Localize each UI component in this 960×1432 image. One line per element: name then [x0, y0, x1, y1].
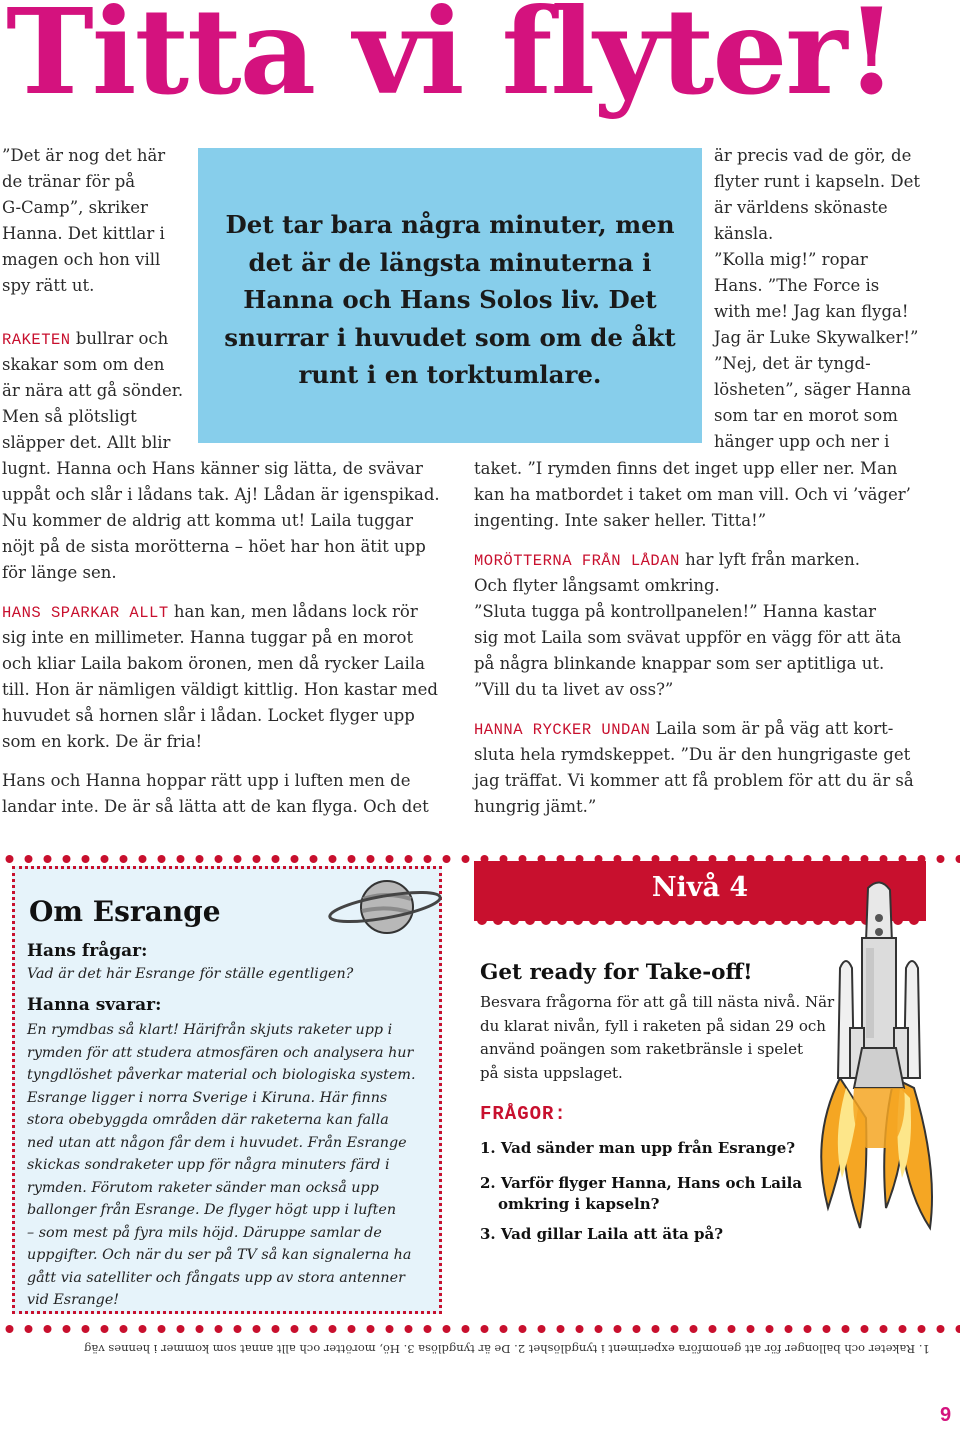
col2-line: är precis vad de gör, de: [714, 146, 912, 165]
divider-dot: [44, 855, 52, 863]
col2-line: som tar en morot som: [714, 406, 898, 425]
col1-paragraph-line: lugnt. Hanna och Hans känner sig lätta, de svävar: [2, 459, 423, 478]
divider-dot: [728, 1325, 736, 1333]
hanna-answer-line: rymden för att studera atmosfären och analysera hur: [27, 1044, 414, 1061]
esrange-title: Om Esrange: [29, 895, 221, 928]
divider-dot: [462, 1325, 470, 1333]
divider-dot: [6, 1325, 14, 1333]
divider-dot: [481, 1325, 489, 1333]
lead-caps: HANNA RYCKER UNDAN: [474, 721, 651, 739]
col2-line: Hans. ”The Force is: [714, 276, 880, 295]
question-3: 3. Vad gillar Laila att äta på?: [480, 1225, 723, 1243]
divider-dot: [525, 920, 535, 925]
col1-paragraph-line: skakar som om den: [2, 355, 165, 374]
divider-dot: [709, 1325, 717, 1333]
divider-dot: [291, 1325, 299, 1333]
divider-dot: [196, 855, 204, 863]
divider-dot: [899, 1325, 907, 1333]
col2-wide-line: ingenting. Inte saker heller. Titta!”: [474, 511, 767, 530]
divider-dot: [443, 855, 451, 863]
col1-paragraph-line: är nära att gå sönder.: [2, 381, 184, 400]
divider-dot: [177, 855, 185, 863]
divider-dot: [443, 1325, 451, 1333]
divider-dot: [519, 1325, 527, 1333]
lead-caps: HANS SPARKAR ALLT: [2, 604, 169, 622]
divider-dot: [937, 1325, 945, 1333]
hanna-answer-line: Esrange ligger i norra Sverige i Kiruna. Här finns: [27, 1089, 388, 1106]
col2-line: är världens skönaste: [714, 198, 888, 217]
col2-line: with me! Jag kan flyga!: [714, 302, 909, 321]
question-2: 2. Varför flyger Hanna, Hans och Laila: [480, 1174, 803, 1192]
divider-dot: [765, 920, 775, 925]
divider-dot: [405, 1325, 413, 1333]
divider-dot: [348, 855, 356, 863]
divider-dot: [253, 1325, 261, 1333]
hanna-answer-line: – som mest på fyra mils höjd. Däruppe samlar de: [27, 1224, 382, 1241]
page-number: 9: [940, 1404, 952, 1426]
divider-dot: [348, 1325, 356, 1333]
col1-paragraph-line: till. Hon är nämligen väldigt kittlig. Hon kastar med: [2, 680, 438, 699]
col1-line: G-Camp”, skriker: [2, 198, 148, 217]
divider-dot: [310, 855, 318, 863]
divider-dot: [690, 1325, 698, 1333]
col1-line: spy rätt ut.: [2, 276, 95, 295]
divider-dot: [82, 1325, 90, 1333]
divider-dot: [956, 855, 960, 863]
hanna-answer-line: uppgifter. Och när du ser på TV så kan signalerna ha: [27, 1247, 412, 1263]
col1-line: Hanna. Det kittlar i: [2, 224, 165, 243]
divider-dot: [573, 920, 583, 925]
divider-dot: [861, 1325, 869, 1333]
col1-paragraph-line: släpper det. Allt blir: [2, 433, 171, 452]
col2-line: ”Nej, det är tyngd-: [714, 354, 871, 373]
level-label: Nivå 4: [651, 872, 749, 903]
divider-dot: [101, 1325, 109, 1333]
hanna-answer-line: ned utan att någon får dem i huvudet. Från Esrange: [27, 1134, 407, 1151]
divider-dot: [291, 855, 299, 863]
divider-dot: [701, 920, 711, 925]
divider-dot: [614, 1325, 622, 1333]
divider-dot: [589, 920, 599, 925]
col1-paragraph-line: landar inte. De är så lätta att de kan flyga. Och det: [2, 797, 429, 816]
col1-paragraph-line: uppåt och slår i lådans tak. Aj! Lådan är igenspikad.: [2, 485, 440, 504]
divider-dot: [652, 1325, 660, 1333]
divider-dot: [386, 855, 394, 863]
col1-line: de tränar för på: [2, 172, 136, 191]
upside-down-answers: 1. Raketer och ballonger för att genomföra experiment i tyngdlöshet 2. De är tyngdlösa 3. Hö, morötter och allt annat som kommer i hennes väg: [84, 1342, 930, 1356]
col1-line: magen och hon vill: [2, 250, 161, 269]
divider-dot: [937, 855, 945, 863]
divider-dot: [405, 855, 413, 863]
divider-dot: [918, 1325, 926, 1333]
hanna-answer-line: stora obebyggda områden där raketerna kan falla: [27, 1112, 389, 1128]
col1-paragraph-line: RAKETEN bullrar och: [2, 329, 169, 349]
col2-paragraph-line: på några blinkande knappar som ser aptitliga ut.: [474, 654, 885, 673]
col2-paragraph-line: ”Vill du ta livet av oss?”: [474, 680, 674, 699]
hanna-answer-line: skickas sondraketer upp för några minuters färd i: [27, 1157, 390, 1173]
divider-dot: [493, 920, 503, 925]
col1-paragraph-line: för länge sen.: [2, 563, 117, 582]
quiz-intro-line: på sista uppslaget.: [480, 1063, 623, 1082]
hanna-answer-line: ballonger från Esrange. De flyger högt upp i luften: [27, 1202, 397, 1218]
col1-line: ”Det är nog det här: [2, 146, 166, 165]
divider-dot: [823, 1325, 831, 1333]
hanna-answer-line: tyngdlöshet påverkar material och biologiska system.: [27, 1067, 416, 1083]
divider-dot: [880, 1325, 888, 1333]
divider-dot: [424, 855, 432, 863]
divider-dot: [234, 855, 242, 863]
col2-paragraph-line: hungrig jämt.”: [474, 797, 597, 816]
col1-paragraph-line: Nu kommer de aldrig att komma ut! Laila tuggar: [2, 511, 413, 530]
col1-paragraph-line: Men så plötsligt: [2, 407, 137, 426]
divider-dot: [733, 920, 743, 925]
divider-dot: [804, 1325, 812, 1333]
divider-dot: [177, 1325, 185, 1333]
hanna-answer-line: vid Esrange!: [27, 1292, 120, 1308]
divider-dot: [63, 855, 71, 863]
question-2-cont: omkring i kapseln?: [498, 1195, 660, 1213]
divider-dot: [82, 855, 90, 863]
col2-line: hänger upp och ner i: [714, 432, 890, 451]
quiz-heading: Get ready for Take-off!: [480, 960, 753, 985]
divider-dot: [685, 920, 695, 925]
divider-dot: [215, 855, 223, 863]
col2-line: flyter runt i kapseln. Det: [714, 172, 921, 191]
divider-dot: [120, 1325, 128, 1333]
hanna-answer-line: gått via satelliter och fångats upp av stora antenner: [27, 1269, 405, 1286]
lead-caps: RAKETEN: [2, 331, 71, 349]
col2-paragraph-line: HANNA RYCKER UNDAN Laila som är på väg att kort-: [474, 719, 894, 739]
divider-dot: [63, 1325, 71, 1333]
divider-dot: [538, 1325, 546, 1333]
divider-dot: [120, 855, 128, 863]
divider-dot: [557, 1325, 565, 1333]
divider-dot: [25, 855, 33, 863]
divider-dot: [367, 855, 375, 863]
hanna-answers-label: Hanna svarar:: [27, 995, 162, 1015]
quiz-intro-line: du klarat nivån, fyll i raketen på sidan 29 och: [480, 1016, 826, 1035]
divider-dot: [766, 1325, 774, 1333]
divider-dot: [44, 1325, 52, 1333]
saturn-planet-icon: [325, 865, 445, 945]
questions-label: FRÅGOR:: [480, 1103, 567, 1125]
divider-dot: [576, 1325, 584, 1333]
divider-dot: [541, 920, 551, 925]
divider-dot: [669, 920, 679, 925]
divider-dot: [797, 920, 807, 925]
dotted-divider-bottom: [0, 1324, 960, 1334]
question-1: 1. Vad sänder man upp från Esrange?: [480, 1139, 796, 1157]
divider-dot: [386, 1325, 394, 1333]
col1-paragraph-line: Hans och Hanna hoppar rätt upp i luften men de: [2, 771, 411, 790]
divider-dot: [509, 920, 519, 925]
col2-paragraph-line: sig mot Laila som svävat uppför en vägg för att äta: [474, 628, 902, 647]
divider-dot: [139, 1325, 147, 1333]
divider-dot: [158, 1325, 166, 1333]
col1-paragraph-line: huvudet så hornen slår i lådan. Locket flyger upp: [2, 706, 415, 725]
divider-dot: [6, 855, 14, 863]
divider-dot: [367, 1325, 375, 1333]
col1-paragraph-line: sig inte en millimeter. Hanna tuggar på en morot: [2, 628, 414, 647]
page-title: Titta vi flyter!: [6, 0, 896, 121]
lead-caps: MORÖTTERNA FRÅN LÅDAN: [474, 552, 680, 570]
col2-line: känsla.: [714, 224, 774, 243]
divider-dot: [500, 1325, 508, 1333]
divider-dot: [215, 1325, 223, 1333]
hans-question: Vad är det här Esrange för ställe egentligen?: [27, 966, 354, 982]
hans-asks-label: Hans frågar:: [27, 941, 148, 961]
divider-dot: [477, 920, 487, 925]
divider-dot: [272, 1325, 280, 1333]
col2-line: Jag är Luke Skywalker!”: [714, 328, 919, 347]
divider-dot: [557, 920, 567, 925]
divider-dot: [785, 1325, 793, 1333]
divider-dot: [272, 855, 280, 863]
divider-dot: [462, 855, 470, 863]
col2-paragraph-line: sluta hela rymdskeppet. ”Du är den hungrigaste get: [474, 745, 911, 764]
col2-line: ”Kolla mig!” ropar: [714, 250, 868, 269]
divider-dot: [101, 855, 109, 863]
divider-dot: [329, 855, 337, 863]
divider-dot: [595, 1325, 603, 1333]
col2-paragraph-line: Och flyter långsamt omkring.: [474, 576, 720, 595]
divider-dot: [842, 1325, 850, 1333]
divider-dot: [424, 1325, 432, 1333]
divider-dot: [717, 920, 727, 925]
divider-dot: [605, 920, 615, 925]
col2-line: lösheten”, säger Hanna: [714, 380, 912, 399]
divider-dot: [25, 1325, 33, 1333]
divider-dot: [781, 920, 791, 925]
divider-dot: [956, 1325, 960, 1333]
divider-dot: [621, 920, 631, 925]
pull-quote-box: [198, 148, 702, 443]
col1-paragraph-line: nöjt på de sista morötterna – höet har hon ätit upp: [2, 537, 426, 556]
col2-paragraph-line: jag träffat. Vi kommer att få problem för att du är så: [474, 771, 914, 790]
col1-paragraph-line: HANS SPARKAR ALLT han kan, men lådans lock rör: [2, 602, 418, 622]
divider-dot: [139, 855, 147, 863]
hanna-answer-line: rymden. Förutom raketer sänder man också upp: [27, 1179, 379, 1196]
divider-dot: [253, 855, 261, 863]
divider-dot: [671, 1325, 679, 1333]
divider-dot: [633, 1325, 641, 1333]
quiz-intro-line: Besvara frågorna för att gå till nästa nivå. När: [480, 993, 835, 1011]
divider-dot: [196, 1325, 204, 1333]
divider-dot: [310, 1325, 318, 1333]
col2-wide-line: kan ha matbordet i taket om man vill. Och vi ’väger’: [474, 485, 911, 504]
col1-paragraph-line: som en kork. De är fria!: [2, 732, 203, 751]
divider-dot: [747, 1325, 755, 1333]
divider-dot: [234, 1325, 242, 1333]
esrange-info-box: [12, 866, 442, 1314]
col2-paragraph-line: MORÖTTERNA FRÅN LÅDAN har lyft från marken.: [474, 550, 860, 570]
divider-dot: [158, 855, 166, 863]
divider-dot: [329, 1325, 337, 1333]
pull-quote-text: Det tar bara några minuter, men det är de längsta minuterna i Hanna och Hans Solos liv. Det snurrar i huvudet som om de åkt runt i en torktumlare.: [224, 210, 676, 389]
rocket-icon: [810, 878, 950, 1248]
divider-dot: [653, 920, 663, 925]
col1-paragraph-line: och kliar Laila bakom öronen, men då rycker Laila: [2, 654, 425, 673]
col2-wide-line: taket. ”I rymden finns det inget upp eller ner. Man: [474, 459, 898, 478]
col2-paragraph-line: ”Sluta tugga på kontrollpanelen!” Hanna kastar: [474, 602, 877, 621]
quiz-intro-line: använd poängen som raketbränsle i spelet: [480, 1040, 803, 1058]
divider-dot: [637, 920, 647, 925]
hanna-answer-line: En rymdbas så klart! Härifrån skjuts raketer upp i: [27, 1022, 393, 1038]
divider-dot: [749, 920, 759, 925]
